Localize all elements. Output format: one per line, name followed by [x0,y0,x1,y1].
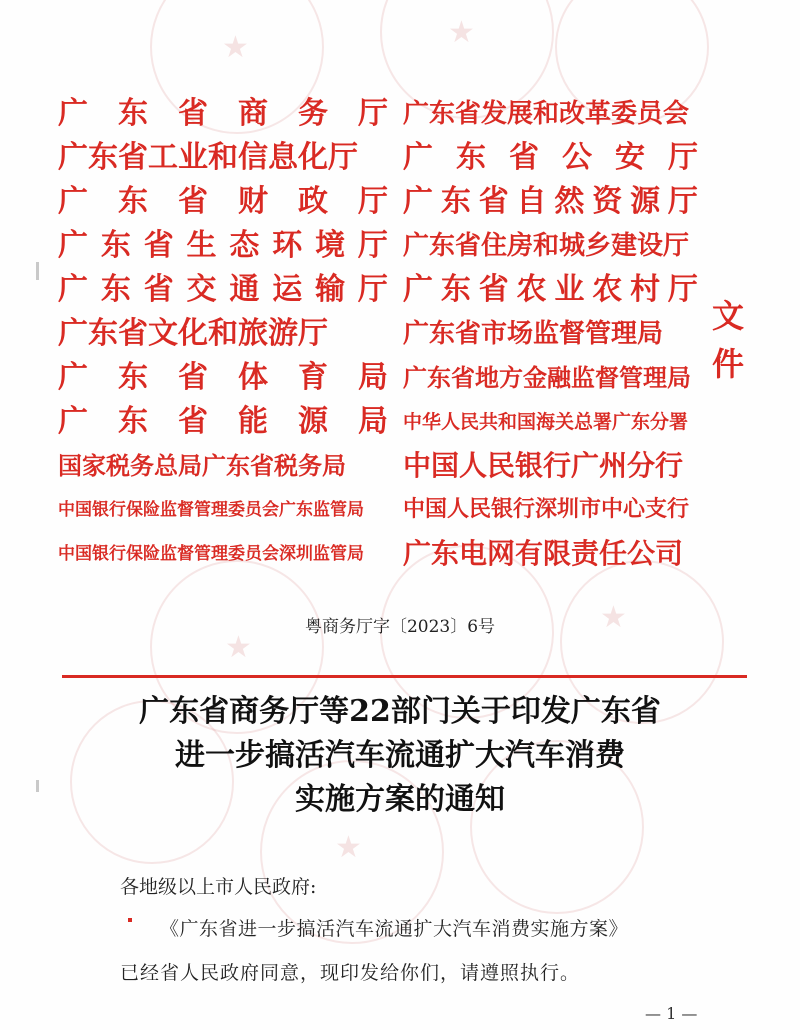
addressee: 各地级以上市人民政府: [120,876,317,898]
page-number: — 1 — [645,1004,698,1023]
header-row [58,92,698,136]
dept-left: 广东省文化和旅游厅 [58,316,328,351]
seal-star-icon: ★ [600,600,627,635]
dept-left: 广 东 省 能 源 局 [58,404,388,439]
seal-star-icon: ★ [222,30,249,65]
red-separator-line [62,675,747,678]
document-title [0,690,800,822]
dept-right: 广东省地方金融监督管理局 [403,364,691,392]
title-line: 广东省商务厅等22部门关于印发广东省 [139,694,661,729]
dept-right: 中国人民银行深圳市中心支行 [403,497,690,522]
red-mark [128,918,132,922]
dept-left: 广 东 省 商 务 厅 [58,96,388,131]
dept-left: 广 东 省 体 育 局 [58,360,388,395]
dept-right: 中华人民共和国海关总署广东分署 [403,411,689,433]
body-paragraph-line: 《广东省进一步搞活汽车流通扩大汽车消费实施方案》 [160,918,629,940]
header-row [58,180,698,224]
dept-right: 广 东 省 农 业 农 村 厅 [403,272,698,307]
header-row [58,532,698,576]
header-row [58,268,698,312]
dept-left: 广 东 省 财 政 厅 [58,184,388,219]
dept-right: 广 东 省 公 安 厅 [403,140,698,175]
body-paragraph-line: 已经省人民政府同意，现印发给你们，请遵照执行。 [120,962,581,984]
dept-left: 广东省工业和信息化厅 [58,140,358,175]
seal-star-icon: ★ [335,830,362,865]
dept-left: 广 东 省 交 通 运 输 厅 [58,272,388,307]
seal-star-icon: ★ [225,630,252,665]
header-row [58,136,698,180]
document-number: 粤商务厅字〔2023〕6号 [304,617,496,637]
dept-right: 广东省发展和改革委员会 [403,99,690,129]
dept-right: 广东省市场监督管理局 [403,319,664,349]
binding-mark [36,262,39,280]
header-row [58,356,698,400]
header-row [58,224,698,268]
dept-right: 广 东 省 自 然 资 源 厅 [403,184,698,219]
header-row [58,488,698,532]
header-row [58,444,698,488]
header-row [58,400,698,444]
title-line: 进一步搞活汽车流通扩大汽车消费 [175,738,625,773]
dept-left: 中国银行保险监督管理委员会广东监管局 [58,500,364,520]
dept-right: 广东省住房和城乡建设厅 [403,231,690,261]
dept-left: 广 东 省 生 态 环 境 厅 [58,228,388,263]
dept-left: 中国银行保险监督管理委员会深圳监管局 [58,544,364,564]
dept-left: 国家税务总局广东省税务局 [58,452,346,480]
dept-right: 广东电网有限责任公司 [403,537,684,570]
header-row [58,312,698,356]
document-type-label: 文件 [711,297,744,383]
title-line: 实施方案的通知 [295,782,505,817]
dept-right: 中国人民银行广州分行 [403,449,684,482]
seal-star-icon: ★ [448,15,475,50]
